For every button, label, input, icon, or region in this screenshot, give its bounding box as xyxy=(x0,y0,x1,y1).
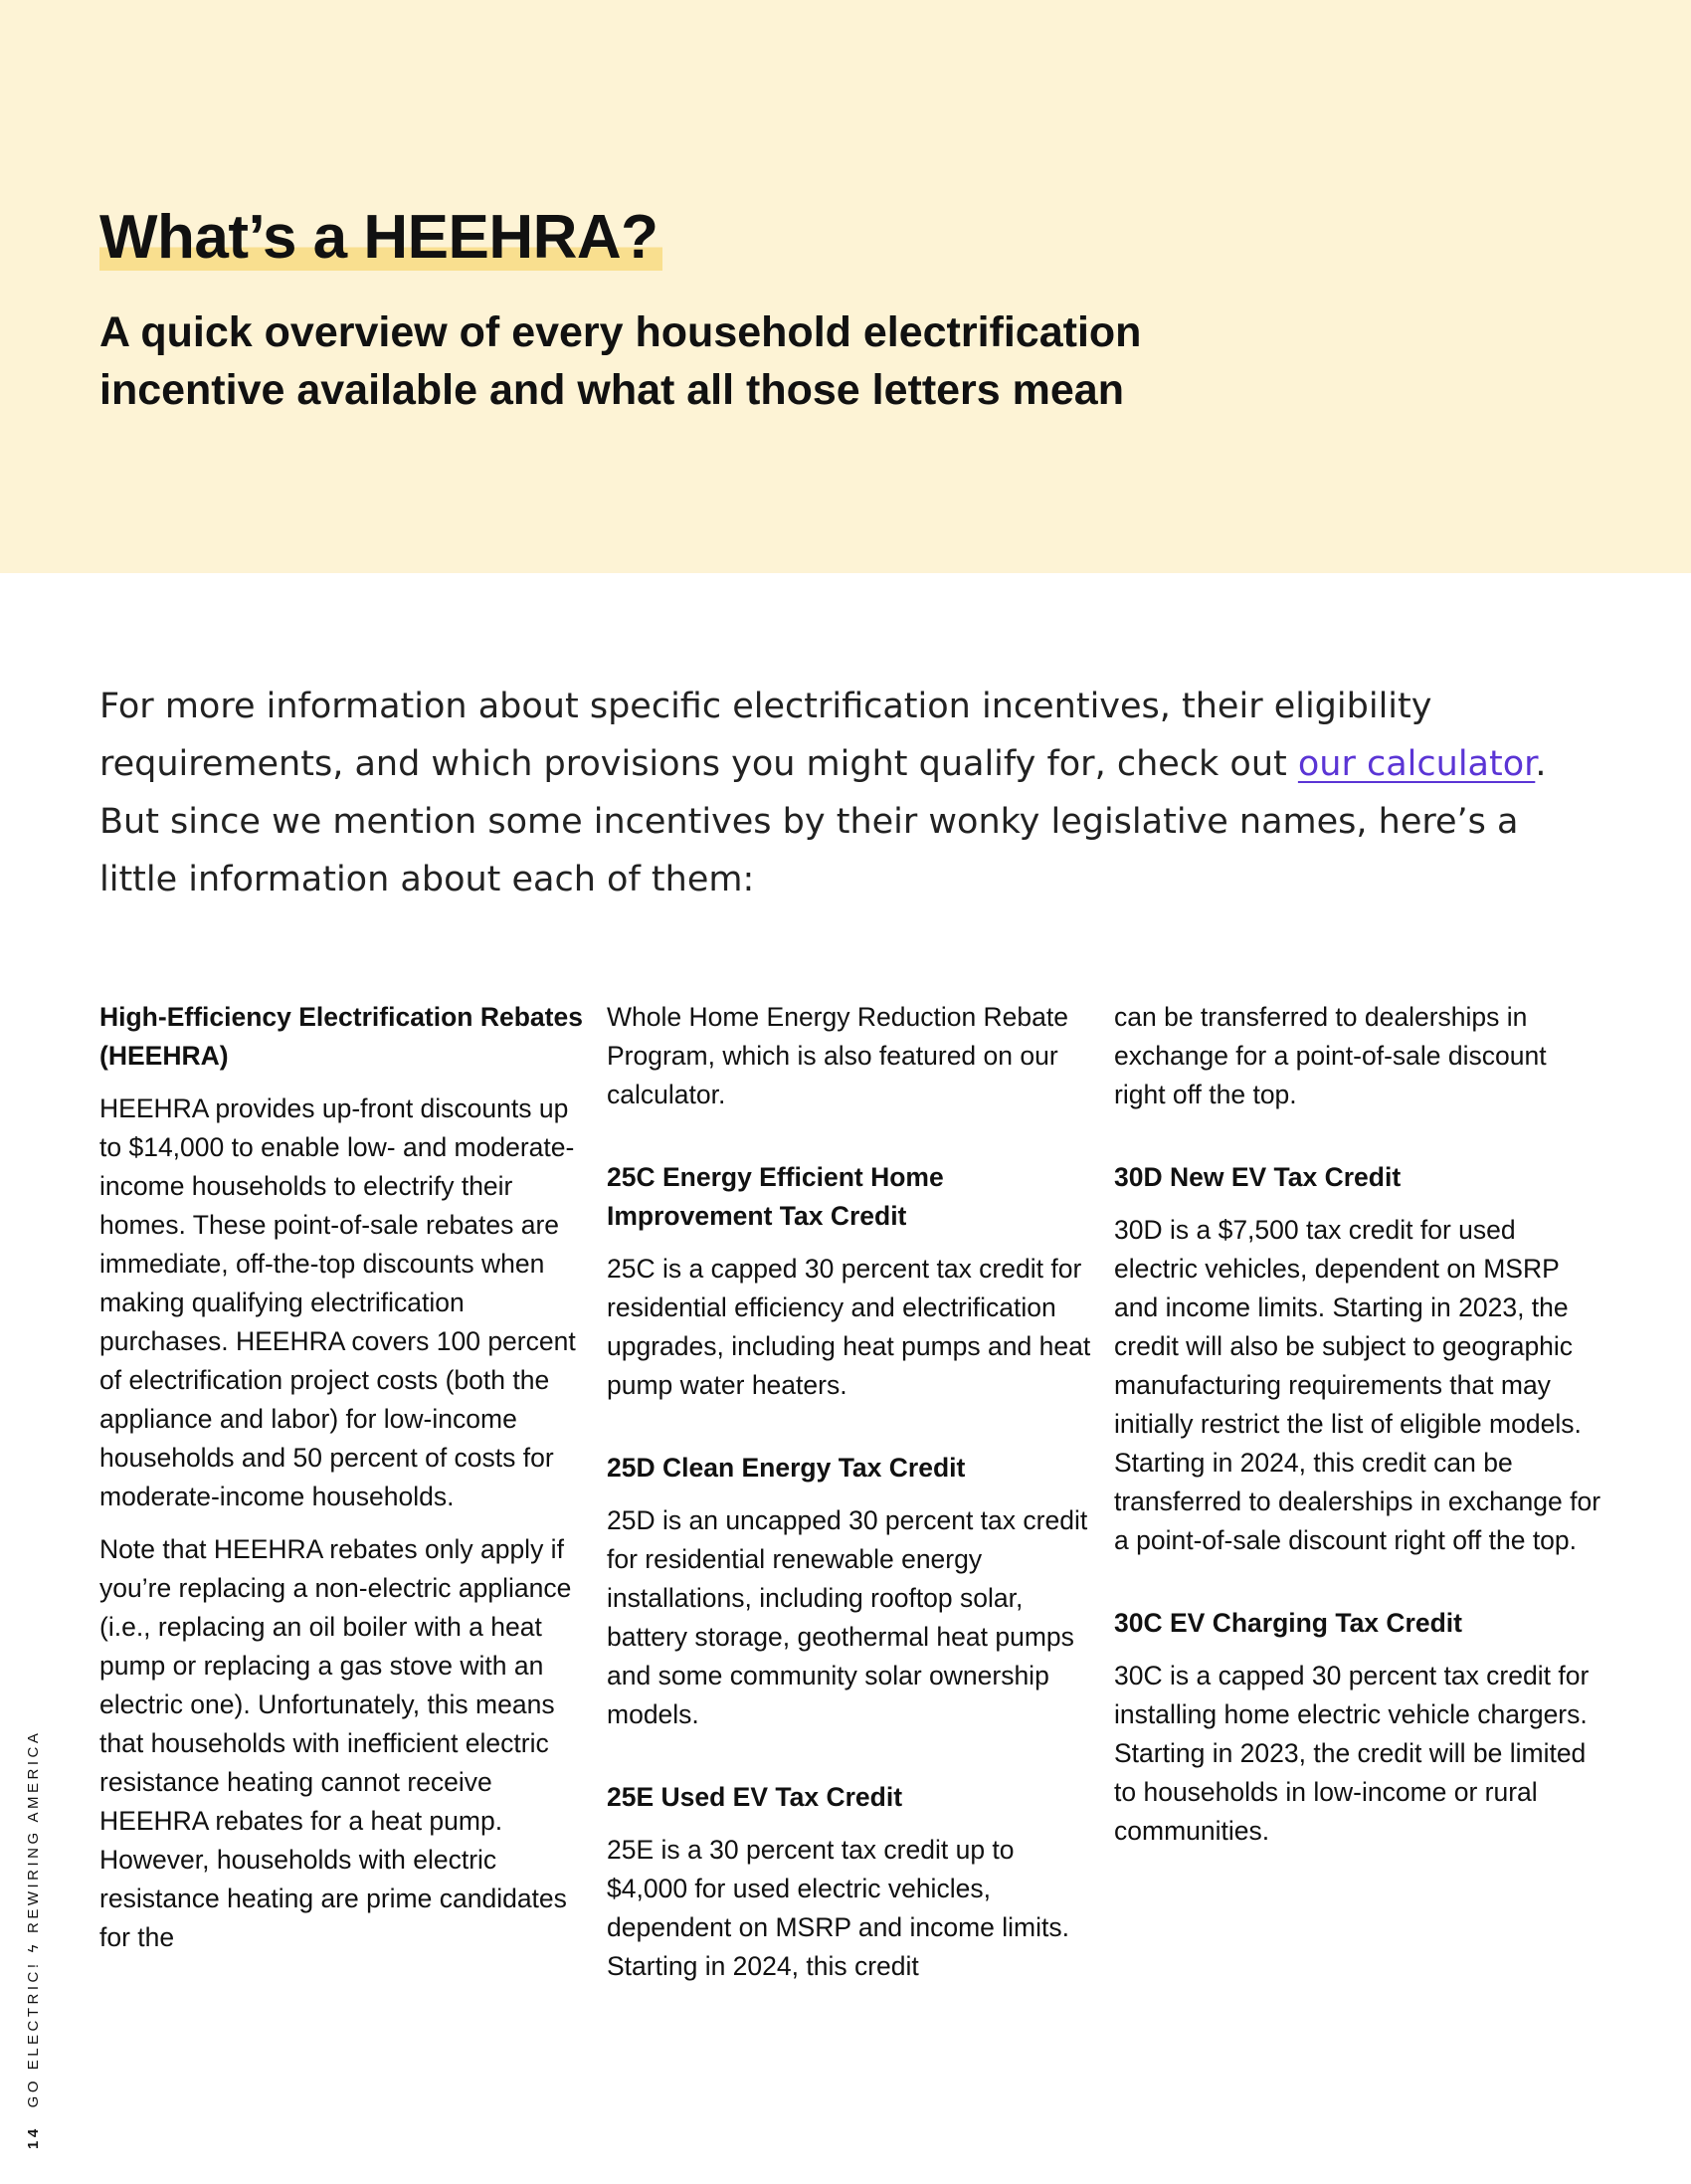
heading-30c: 30C EV Charging Tax Credit xyxy=(1114,1608,1462,1638)
heehra-paragraph-1: HEEHRA provides up-front discounts up to $14,000 to enable low- and moderate-income households to electrify their homes. These point-of-sale rebates are immediate, off-the-top discounts when making qualifying electrification purchases. HEEHRA covers 100 percent of electrification project costs (both the appliance and labor) for low-income households and 50 percent of costs for moderate-income households. xyxy=(99,1093,576,1511)
body-25e: 25E is a 30 percent tax credit up to $4,000 for used electric vehicles, dependent on MSRP and income limits. Starting in 2024, this credit xyxy=(607,1835,1069,1981)
intro-text-before: For more information about specific electrification incentives, their eligibility requirements, and which provisions you might qualify for, check out xyxy=(99,687,1432,784)
page-subtitle: A quick overview of every household electrification incentive available and what all those letters mean xyxy=(99,308,1142,414)
column-2 xyxy=(607,998,1094,2030)
column-3 xyxy=(1114,998,1601,1894)
heehra-continuation xyxy=(607,998,1094,1114)
heading-25e: 25E Used EV Tax Credit xyxy=(607,1782,903,1812)
lightning-bolt-icon: ϟ xyxy=(25,1941,42,1953)
section-25c xyxy=(607,1158,1094,1405)
section-30c xyxy=(1114,1604,1601,1851)
body-30d: 30D is a $7,500 tax credit for used electric vehicles, dependent on MSRP and income limits. Starting in 2023, the credit will also be subject to geographic manufacturing requirements that may initially restrict the list of eligible models. Starting in 2024, this credit can be transferred to dealerships in exchange for a point-of-sale discount right off the top. xyxy=(1114,1215,1601,1555)
heehra-heading: High-Efficiency Electrification Rebates (HEEHRA) xyxy=(99,1002,583,1071)
footer-left-text: GO ELECTRIC! xyxy=(25,1960,42,2108)
intro-paragraph xyxy=(99,678,1552,908)
page-number: 14 xyxy=(25,2125,42,2149)
heading-30d: 30D New EV Tax Credit xyxy=(1114,1162,1402,1192)
body-25e-continued: can be transferred to dealerships in exchange for a point-of-sale discount right off the top. xyxy=(1114,1002,1547,1109)
footer-right-text: REWIRING AMERICA xyxy=(25,1729,42,1933)
body-30c: 30C is a capped 30 percent tax credit for installing home electric vehicle chargers. Starting in 2023, the credit will be limited to households in low-income or rural communities. xyxy=(1114,1661,1590,1846)
body-25c: 25C is a capped 30 percent tax credit for residential efficiency and electrification upgrades, including heat pumps and heat pump water heaters. xyxy=(607,1254,1091,1400)
section-25e xyxy=(607,1778,1094,1986)
section-25d xyxy=(607,1449,1094,1734)
section-25e-continuation xyxy=(1114,998,1601,1114)
body-25d: 25D is an uncapped 30 percent tax credit for residential renewable energy installations, including rooftop solar, battery storage, geothermal heat pumps and some community solar ownership models. xyxy=(607,1505,1088,1729)
section-30d xyxy=(1114,1158,1601,1560)
heehra-paragraph-2-continued: Whole Home Energy Reduction Rebate Program, which is also featured on our calculator. xyxy=(607,1002,1068,1109)
heading-25d: 25D Clean Energy Tax Credit xyxy=(607,1453,966,1483)
heehra-paragraph-2: Note that HEEHRA rebates only apply if you’re replacing a non-electric appliance (i.e., replacing an oil boiler with a heat pump or replacing a gas stove with an electric one). Unfortunately, this means that households with inefficient electric resistance heating cannot receive HEEHRA rebates for a heat pump. However, households with electric resistance heating are prime candidates for the xyxy=(99,1534,572,1952)
heading-25c: 25C Energy Efficient Home Improvement Tax Credit xyxy=(607,1162,944,1231)
running-footer xyxy=(24,1730,44,2149)
page-title: What’s a HEEHRA? xyxy=(99,199,662,277)
column-1 xyxy=(99,998,587,1971)
header-banner xyxy=(0,0,1691,573)
intro-text-after: . But since we mention some incentives by their wonky legislative names, here’s a little information about each of them: xyxy=(99,744,1547,899)
calculator-link[interactable]: our calculator xyxy=(1297,744,1536,784)
